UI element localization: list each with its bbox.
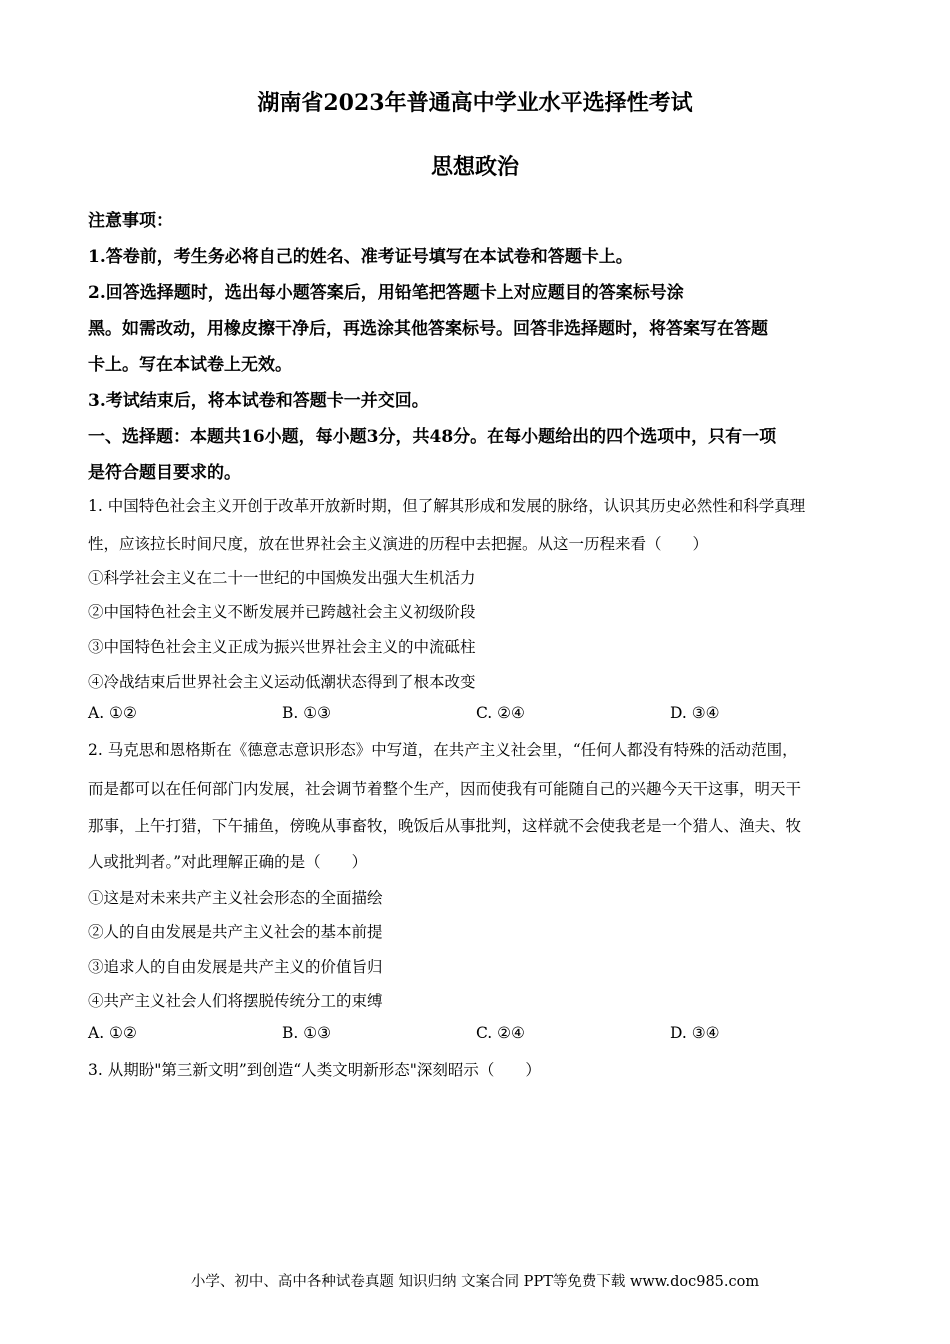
option-d: D. ③④ — [670, 704, 720, 722]
question-1-item: ④冷战结束后世界社会主义运动低潮状态得到了根本改变 — [88, 673, 476, 691]
section-heading: 一、选择题：本题共16小题，每小题3分，共48分。在每小题给出的四个选项中，只有一项 — [88, 427, 777, 447]
question-2-item: ③追求人的自由发展是共产主义的价值旨归 — [88, 958, 383, 976]
question-1-item: ①科学社会主义在二十一世纪的中国焕发出强大生机活力 — [88, 569, 476, 587]
question-1-item: ②中国特色社会主义不断发展并已跨越社会主义初级阶段 — [88, 603, 476, 621]
notice-line: 黑。如需改动，用橡皮擦干净后，再选涂其他答案标号。回答非选择题时，将答案写在答题 — [88, 319, 768, 339]
question-1-options — [88, 704, 878, 726]
option-c: C. ②④ — [476, 704, 525, 722]
question-2-stem: 2. 马克思和恩格斯在《德意志意识形态》中写道，在共产主义社会里，“任何人都没有特殊的活动范围， — [88, 741, 798, 759]
option-a: A. ①② — [88, 1024, 137, 1042]
question-2-stem: 而是都可以在任何部门内发展，社会调节着整个生产，因而使我有可能随自己的兴趣今天干这事，明天干 — [88, 780, 802, 798]
option-b: B. ①③ — [282, 1024, 332, 1042]
exam-title: 湖南省2023年普通高中学业水平选择性考试 — [257, 90, 693, 116]
option-a: A. ①② — [88, 704, 137, 722]
option-b: B. ①③ — [282, 704, 332, 722]
question-2-options — [88, 1024, 878, 1046]
section-heading: 是符合题目要求的。 — [88, 463, 241, 483]
notice-line: 2.回答选择题时，选出每小题答案后，用铅笔把答题卡上对应题目的答案标号涂 — [88, 283, 684, 303]
notice-line: 3.考试结束后，将本试卷和答题卡一并交回。 — [88, 391, 429, 411]
option-d: D. ③④ — [670, 1024, 720, 1042]
question-2-stem: 那事，上午打猎，下午捕鱼，傍晚从事畜牧，晚饭后从事批判，这样就不会使我老是一个猎人、渔夫、牧 — [88, 817, 802, 835]
option-c: C. ②④ — [476, 1024, 525, 1042]
question-3-stem: 3. 从期盼"第三新文明”到创造“人类文明新形态"深刻昭示（ ） — [88, 1061, 541, 1079]
question-2-item: ④共产主义社会人们将摆脱传统分工的束缚 — [88, 992, 383, 1010]
question-2-item: ②人的自由发展是共产主义社会的基本前提 — [88, 923, 383, 941]
question-1-stem: 1. 中国特色社会主义开创于改革开放新时期，但了解其形成和发展的脉络，认识其历史必然性和科学真理 — [88, 497, 806, 515]
question-1-stem: 性，应该拉长时间尺度，放在世界社会主义演进的历程中去把握。从这一历程来看（ ） — [88, 535, 709, 553]
notice-line: 卡上。写在本试卷上无效。 — [88, 355, 292, 375]
page-footer: 小学、初中、高中各种试卷真题 知识归纳 文案合同 PPT等免费下载 www.doc985.com — [190, 1274, 760, 1290]
notice-heading: 注意事项： — [88, 211, 173, 231]
question-2-item: ①这是对未来共产主义社会形态的全面描绘 — [88, 889, 383, 907]
exam-subject: 思想政治 — [430, 154, 519, 180]
question-1-item: ③中国特色社会主义正成为振兴世界社会主义的中流砥柱 — [88, 638, 476, 656]
notice-line: 1.答卷前，考生务必将自己的姓名、准考证号填写在本试卷和答题卡上。 — [88, 247, 633, 267]
question-2-stem: 人或批判者。”对此理解正确的是（ ） — [88, 853, 368, 871]
